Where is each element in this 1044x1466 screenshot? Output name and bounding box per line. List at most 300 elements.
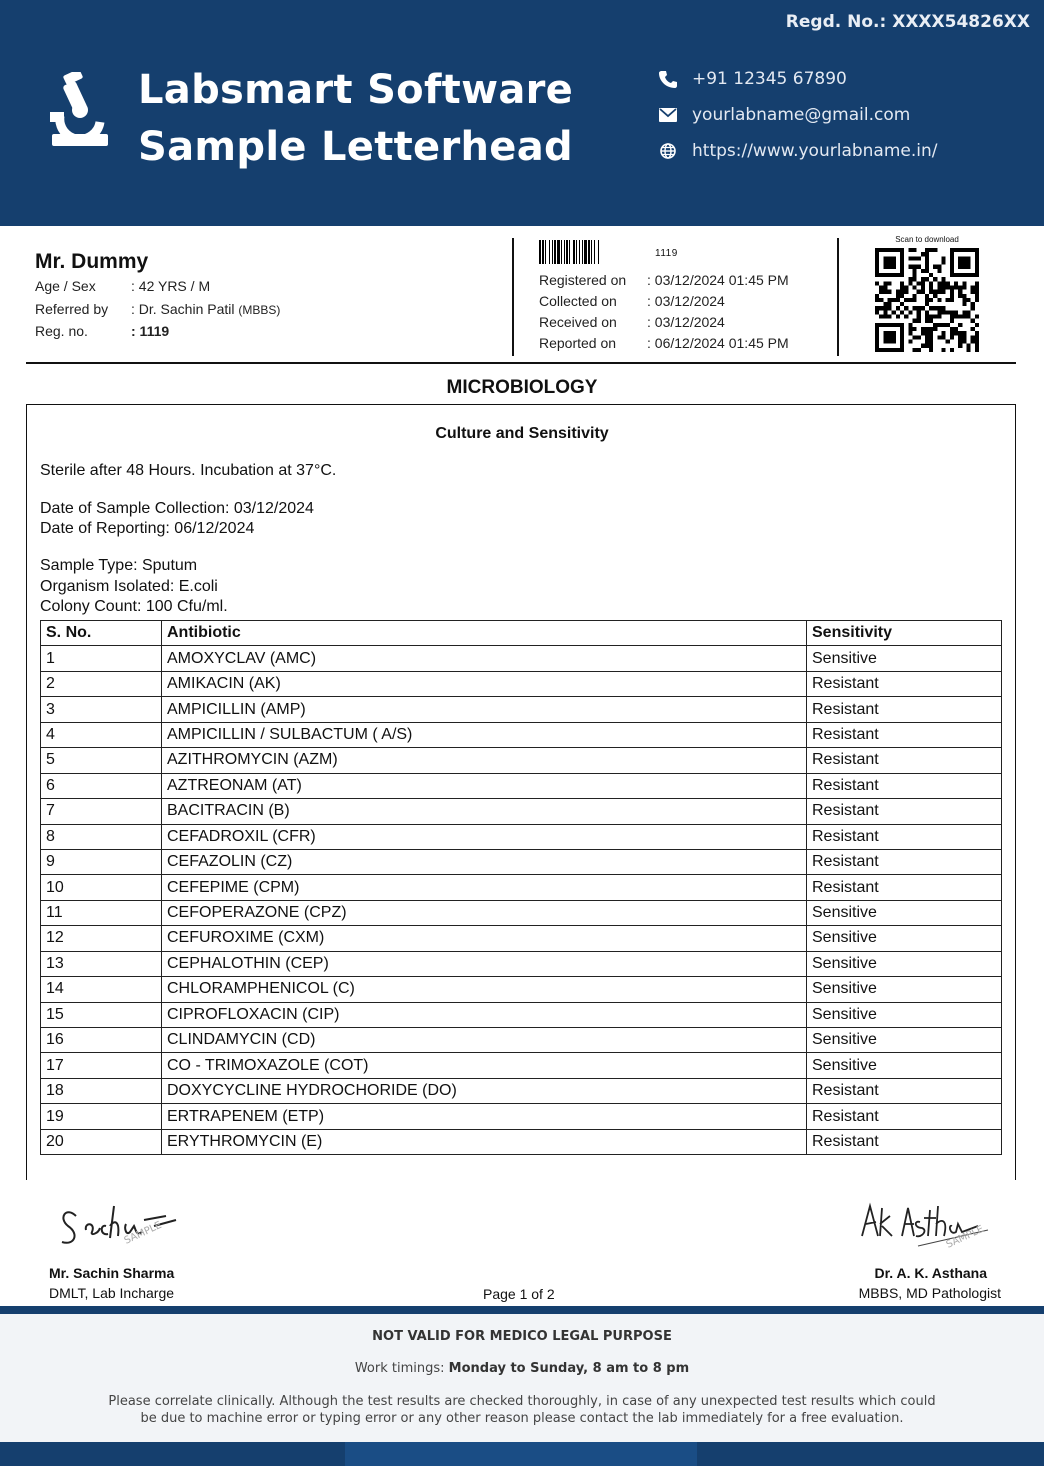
qr-module xyxy=(912,294,916,298)
barcode-bar xyxy=(591,240,592,264)
antibiotic-cell: CEFUROXIME (CXM) xyxy=(162,926,807,951)
barcode-bar xyxy=(561,240,562,264)
qr-module xyxy=(887,323,891,327)
barcode-bar xyxy=(564,240,565,264)
qr-module xyxy=(971,335,975,339)
qr-module xyxy=(896,323,900,327)
reporting-date: Date of Reporting: 06/12/2024 xyxy=(40,520,255,537)
qr-module xyxy=(925,331,929,335)
antibiotic-cell: AZTREONAM (AT) xyxy=(162,773,807,798)
qr-module xyxy=(900,294,904,298)
qr-module xyxy=(950,331,954,335)
timings-value: Monday to Sunday, 8 am to 8 pm xyxy=(448,1361,690,1376)
qr-module xyxy=(883,315,887,319)
qr-module xyxy=(883,260,887,264)
qr-module xyxy=(962,335,966,339)
qr-module xyxy=(971,319,975,323)
qr-module xyxy=(879,290,883,294)
qr-module xyxy=(937,310,941,314)
qr-module xyxy=(875,248,879,252)
received-label: Received on xyxy=(539,314,617,330)
qr-module xyxy=(917,348,921,352)
qr-module xyxy=(887,281,891,285)
barcode-bar xyxy=(542,240,544,264)
qr-module xyxy=(925,265,929,269)
qr-module xyxy=(896,306,900,310)
qr-module xyxy=(908,265,912,269)
qr-module xyxy=(912,327,916,331)
qr-module xyxy=(950,327,954,331)
sensitivity-cell: Resistant xyxy=(807,849,1002,874)
qr-module xyxy=(946,281,950,285)
qr-module xyxy=(908,256,912,260)
phone-icon xyxy=(658,69,678,89)
qr-module xyxy=(875,252,879,256)
qr-module xyxy=(904,290,908,294)
sensitivity-cell: Sensitive xyxy=(807,1002,1002,1027)
antibiotic-cell: CEFADROXIL (CFR) xyxy=(162,824,807,849)
antibiotic-cell: CIPROFLOXACIN (CIP) xyxy=(162,1002,807,1027)
qr-module xyxy=(942,285,946,289)
qr-module xyxy=(900,248,904,252)
column-header: Sensitivity xyxy=(807,621,1002,646)
qr-module xyxy=(883,273,887,277)
qr-module xyxy=(875,298,879,302)
qr-module xyxy=(950,315,954,319)
table-row xyxy=(41,926,1002,951)
qr-module xyxy=(883,340,887,344)
qr-module xyxy=(962,265,966,269)
qr-module xyxy=(921,306,925,310)
qr-module xyxy=(933,294,937,298)
table-row xyxy=(41,671,1002,696)
qr-module xyxy=(908,310,912,314)
qr-module xyxy=(883,335,887,339)
qr-module xyxy=(900,285,904,289)
reg-no-label: Reg. no. xyxy=(35,323,88,339)
qr-module xyxy=(958,256,962,260)
qr-module xyxy=(883,302,887,306)
antibiotic-cell: CHLORAMPHENICOL (C) xyxy=(162,977,807,1002)
qr-module xyxy=(954,248,958,252)
qr-module xyxy=(875,327,879,331)
qr-module xyxy=(900,323,904,327)
qr-module xyxy=(954,281,958,285)
qr-module xyxy=(929,315,933,319)
qr-module xyxy=(892,260,896,264)
qr-module xyxy=(937,269,941,273)
qr-code[interactable] xyxy=(875,248,979,352)
qr-module xyxy=(937,290,941,294)
sensitivity-table xyxy=(40,620,1002,1155)
qr-module xyxy=(925,302,929,306)
barcode-bar xyxy=(545,240,546,264)
qr-module xyxy=(971,327,975,331)
qr-module xyxy=(942,348,946,352)
qr-module xyxy=(958,260,962,264)
qr-module xyxy=(883,265,887,269)
organism-isolated: Organism Isolated: E.coli xyxy=(40,578,218,595)
qr-module xyxy=(950,335,954,339)
qr-module xyxy=(900,252,904,256)
barcode-bar xyxy=(588,240,590,264)
qr-module xyxy=(942,306,946,310)
qr-module xyxy=(912,265,916,269)
qr-module xyxy=(967,265,971,269)
antibiotic-cell: DOXYCYCLINE HYDROCHORIDE (DO) xyxy=(162,1078,807,1103)
table-row xyxy=(41,1028,1002,1053)
qr-module xyxy=(950,256,954,260)
qr-module xyxy=(875,310,879,314)
qr-module xyxy=(962,248,966,252)
qr-module xyxy=(958,315,962,319)
work-timings xyxy=(0,1361,1044,1376)
qr-module xyxy=(929,285,933,289)
qr-module xyxy=(975,298,979,302)
qr-module xyxy=(883,248,887,252)
qr-module xyxy=(962,340,966,344)
qr-module xyxy=(887,265,891,269)
column-header: S. No. xyxy=(41,621,162,646)
table-row xyxy=(41,1053,1002,1078)
qr-module xyxy=(921,331,925,335)
qr-module xyxy=(942,335,946,339)
referred-by-value xyxy=(131,301,280,317)
sensitivity-cell: Resistant xyxy=(807,1104,1002,1129)
qr-module xyxy=(925,327,929,331)
section-title: MICROBIOLOGY xyxy=(446,377,598,398)
qr-module xyxy=(950,269,954,273)
qr-module xyxy=(929,335,933,339)
qr-module xyxy=(887,331,891,335)
qr-module xyxy=(942,281,946,285)
table-row xyxy=(41,1078,1002,1103)
qr-module xyxy=(975,265,979,269)
antibiotic-cell: AMPICILLIN / SULBACTUM ( A/S) xyxy=(162,722,807,747)
qr-module xyxy=(917,306,921,310)
qr-module xyxy=(967,310,971,314)
qr-module xyxy=(958,285,962,289)
qr-module xyxy=(917,319,921,323)
qr-module xyxy=(937,281,941,285)
qr-module xyxy=(975,290,979,294)
qr-module xyxy=(887,348,891,352)
table-row xyxy=(41,697,1002,722)
qr-module xyxy=(921,277,925,281)
antibiotic-cell: CEPHALOTHIN (CEP) xyxy=(162,951,807,976)
qr-module xyxy=(900,310,904,314)
qr-module xyxy=(975,260,979,264)
qr-module xyxy=(975,273,979,277)
mail-icon xyxy=(658,105,678,125)
qr-module xyxy=(912,348,916,352)
qr-module xyxy=(925,277,929,281)
qr-module xyxy=(925,256,929,260)
qr-module xyxy=(917,281,921,285)
qr-module xyxy=(933,306,937,310)
qr-module xyxy=(883,348,887,352)
antibiotic-cell: AMOXYCLAV (AMC) xyxy=(162,646,807,671)
contact-email xyxy=(658,105,910,125)
qr-module xyxy=(933,315,937,319)
table-row xyxy=(41,977,1002,1002)
barcode-bar xyxy=(576,240,577,264)
barcode-bar xyxy=(554,240,556,264)
qr-module xyxy=(929,306,933,310)
qr-module xyxy=(954,327,958,331)
page-number: Page 1 of 2 xyxy=(483,1286,555,1302)
qr-module xyxy=(946,340,950,344)
antibiotic-cell: CEFEPIME (CPM) xyxy=(162,875,807,900)
qr-module xyxy=(950,265,954,269)
qr-module xyxy=(933,277,937,281)
qr-module xyxy=(892,273,896,277)
reg-no-value: : 1119 xyxy=(131,323,170,339)
qr-module xyxy=(908,331,912,335)
qr-module xyxy=(933,327,937,331)
qr-module xyxy=(975,331,979,335)
qr-module xyxy=(950,285,954,289)
barcode-bar xyxy=(539,240,541,264)
qr-module xyxy=(879,273,883,277)
qr-module xyxy=(900,260,904,264)
collection-date: Date of Sample Collection: 03/12/2024 xyxy=(40,500,314,517)
qr-module xyxy=(908,248,912,252)
sensitivity-cell: Resistant xyxy=(807,875,1002,900)
qr-module xyxy=(942,256,946,260)
qr-module xyxy=(887,260,891,264)
serial-number-cell: 3 xyxy=(41,697,162,722)
qr-module xyxy=(937,265,941,269)
qr-module xyxy=(887,306,891,310)
disclaimer: Please correlate clinically. Although the test results are checked thoroughly, in case of any unexpected test results which could be due to machine error or typing error or any other reason please contact the lab immediately for a free evaluation. xyxy=(108,1394,936,1426)
doctor-qualification: (MBBS) xyxy=(238,303,281,317)
qr-module xyxy=(942,277,946,281)
colony-count: Colony Count: 100 Cfu/ml. xyxy=(40,598,228,615)
barcode-bar xyxy=(579,240,580,264)
contact-phone xyxy=(658,69,847,89)
serial-number-cell: 15 xyxy=(41,1002,162,1027)
reported-label: Reported on xyxy=(539,335,617,351)
qr-module xyxy=(908,340,912,344)
qr-module xyxy=(900,273,904,277)
qr-module xyxy=(875,256,879,260)
sensitivity-cell: Resistant xyxy=(807,773,1002,798)
qr-module xyxy=(962,285,966,289)
qr-module xyxy=(975,256,979,260)
qr-module xyxy=(942,323,946,327)
barcode-bar xyxy=(557,240,560,264)
phone-text: +91 12345 67890 xyxy=(692,69,847,89)
qr-module xyxy=(912,273,916,277)
qr-module xyxy=(912,285,916,289)
qr-module xyxy=(937,315,941,319)
antibiotic-cell: AMIKACIN (AK) xyxy=(162,671,807,696)
sample-type: Sample Type: Sputum xyxy=(40,557,198,574)
antibiotic-cell: CEFAZOLIN (CZ) xyxy=(162,849,807,874)
qr-module xyxy=(962,260,966,264)
qr-module xyxy=(904,285,908,289)
qr-module xyxy=(925,252,929,256)
divider xyxy=(512,238,514,356)
qr-module xyxy=(942,331,946,335)
age-sex-label: Age / Sex xyxy=(35,278,96,294)
age-sex-value: : 42 YRS / M xyxy=(131,278,211,294)
serial-number-cell: 11 xyxy=(41,900,162,925)
qr-module xyxy=(962,310,966,314)
qr-module xyxy=(883,331,887,335)
table-row xyxy=(41,1104,1002,1129)
qr-module xyxy=(896,298,900,302)
sensitivity-cell: Resistant xyxy=(807,697,1002,722)
sensitivity-cell: Sensitive xyxy=(807,977,1002,1002)
qr-module xyxy=(971,248,975,252)
qr-module xyxy=(933,290,937,294)
qr-module xyxy=(925,298,929,302)
sample-stamp: SAMPLE xyxy=(944,1223,986,1251)
qr-module xyxy=(883,285,887,289)
qr-module xyxy=(921,285,925,289)
regd-number: Regd. No.: XXXX54826XX xyxy=(785,12,1030,32)
antibiotic-cell: CEFOPERAZONE (CPZ) xyxy=(162,900,807,925)
qr-module xyxy=(917,256,921,260)
qr-module xyxy=(946,323,950,327)
qr-module xyxy=(879,306,883,310)
serial-number-cell: 8 xyxy=(41,824,162,849)
brand-line-2: Sample Letterhead xyxy=(138,124,573,170)
qr-module xyxy=(921,327,925,331)
barcode-bar xyxy=(552,240,553,264)
qr-module xyxy=(954,285,958,289)
sensitivity-cell: Resistant xyxy=(807,1078,1002,1103)
qr-module xyxy=(958,335,962,339)
serial-number-cell: 19 xyxy=(41,1104,162,1129)
qr-module xyxy=(929,331,933,335)
qr-module xyxy=(967,344,971,348)
footer-bar xyxy=(0,1306,1044,1314)
qr-module xyxy=(971,302,975,306)
table-row xyxy=(41,875,1002,900)
brand-title xyxy=(138,62,573,176)
qr-module xyxy=(921,344,925,348)
barcode-bar xyxy=(566,240,568,264)
qr-module xyxy=(962,315,966,319)
qr-module xyxy=(950,252,954,256)
qr-module xyxy=(950,273,954,277)
barcode-number: 1119 xyxy=(655,248,678,259)
qr-module xyxy=(925,294,929,298)
qr-module xyxy=(962,294,966,298)
qr-module xyxy=(912,248,916,252)
antibiotic-cell: AMPICILLIN (AMP) xyxy=(162,697,807,722)
referring-doctor: : Dr. Sachin Patil xyxy=(131,301,235,317)
qr-module xyxy=(925,319,929,323)
qr-module xyxy=(975,315,979,319)
sensitivity-cell: Sensitive xyxy=(807,1053,1002,1078)
sensitivity-cell: Sensitive xyxy=(807,1028,1002,1053)
qr-module xyxy=(912,319,916,323)
right-signatory-role: MBBS, MD Pathologist xyxy=(858,1285,1001,1301)
legal-notice: NOT VALID FOR MEDICO LEGAL PURPOSE xyxy=(372,1329,672,1344)
qr-module xyxy=(892,256,896,260)
qr-module xyxy=(900,340,904,344)
qr-module xyxy=(887,302,891,306)
right-signature xyxy=(858,1196,998,1256)
qr-module xyxy=(971,306,975,310)
qr-module xyxy=(900,348,904,352)
antibiotic-cell: CLINDAMYCIN (CD) xyxy=(162,1028,807,1053)
qr-module xyxy=(892,310,896,314)
table-row xyxy=(41,722,1002,747)
qr-module xyxy=(887,315,891,319)
qr-module xyxy=(896,273,900,277)
antibiotic-cell: BACITRACIN (B) xyxy=(162,799,807,824)
qr-module xyxy=(962,273,966,277)
serial-number-cell: 9 xyxy=(41,849,162,874)
serial-number-cell: 18 xyxy=(41,1078,162,1103)
qr-module xyxy=(946,310,950,314)
qr-module xyxy=(921,269,925,273)
qr-module xyxy=(879,315,883,319)
serial-number-cell: 7 xyxy=(41,799,162,824)
bottom-bar-accent xyxy=(345,1442,697,1466)
qr-module xyxy=(883,290,887,294)
table-row xyxy=(41,1129,1002,1154)
serial-number-cell: 10 xyxy=(41,875,162,900)
barcode-bar xyxy=(569,240,570,264)
qr-module xyxy=(912,306,916,310)
qr-module xyxy=(883,256,887,260)
serial-number-cell: 5 xyxy=(41,748,162,773)
qr-module xyxy=(908,281,912,285)
qr-module xyxy=(875,281,879,285)
qr-module xyxy=(929,273,933,277)
table-header-row xyxy=(41,621,1002,646)
qr-module xyxy=(887,273,891,277)
qr-module xyxy=(967,248,971,252)
qr-module xyxy=(875,273,879,277)
qr-module xyxy=(912,256,916,260)
barcode-bar xyxy=(584,240,587,264)
antibiotic-cell: AZITHROMYCIN (AZM) xyxy=(162,748,807,773)
qr-module xyxy=(933,323,937,327)
qr-module xyxy=(875,344,879,348)
qr-module xyxy=(912,277,916,281)
left-signatory-name: Mr. Sachin Sharma xyxy=(49,1265,175,1281)
qr-module xyxy=(887,256,891,260)
qr-module xyxy=(900,344,904,348)
qr-module xyxy=(975,281,979,285)
collected-value: : 03/12/2024 xyxy=(647,293,725,309)
qr-module xyxy=(950,248,954,252)
bottom-bar xyxy=(0,1442,1044,1466)
qr-module xyxy=(962,256,966,260)
qr-module xyxy=(929,319,933,323)
qr-module xyxy=(879,248,883,252)
qr-module xyxy=(954,310,958,314)
barcode-bar xyxy=(549,240,550,264)
barcode-bar xyxy=(573,240,575,264)
serial-number-cell: 1 xyxy=(41,646,162,671)
qr-module xyxy=(892,323,896,327)
qr-module xyxy=(917,310,921,314)
qr-module xyxy=(929,248,933,252)
test-title: Culture and Sensitivity xyxy=(435,425,609,442)
qr-module xyxy=(875,323,879,327)
qr-module xyxy=(925,310,929,314)
qr-module xyxy=(879,323,883,327)
qr-module xyxy=(929,281,933,285)
